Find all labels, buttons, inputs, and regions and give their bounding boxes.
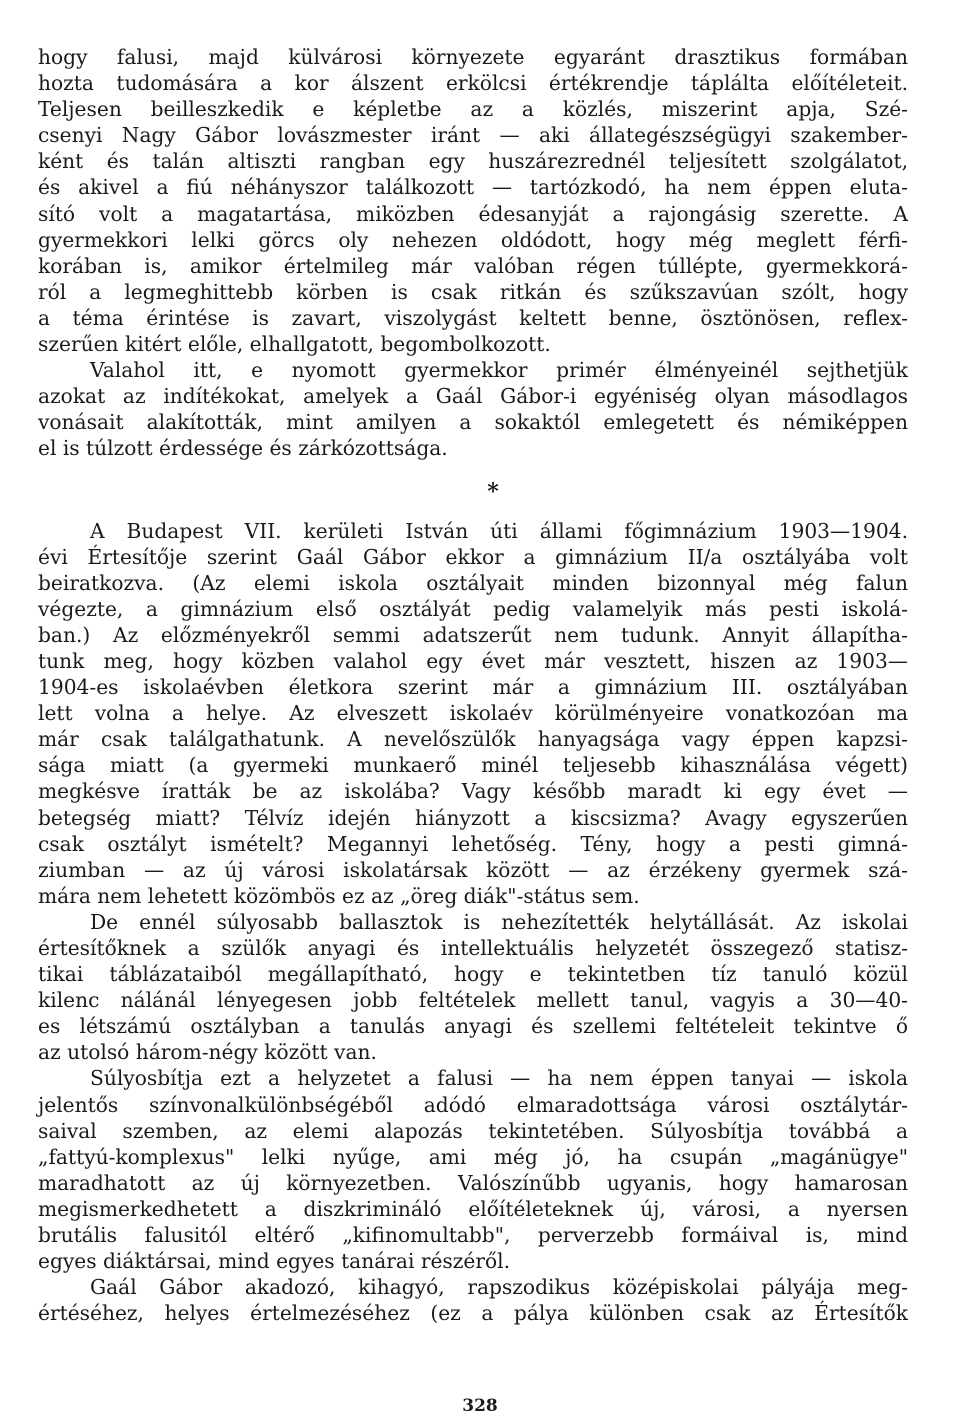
text-line: es létszámú osztályban a tanulás anyagi és szellemi feltételeit tekintve ő [38,1014,908,1039]
text-line: 1904-es iskolaévben életkora szerint már a gimnázium III. osztályában [38,675,908,700]
text-line: már csak találgathatunk. A nevelőszülők hanyagsága vagy éppen kapzsi- [38,727,908,752]
text-line: beiratkozva. (Az elemi iskola osztályait minden bizonnyal még falun [38,570,908,595]
text-line: Súlyosbítja ezt a helyzetet a falusi — ha nem éppen tanyai — iskola [90,1066,908,1091]
text-line: korában is, amikor értelmileg már valóban régen túllépte, gyermekkorá- [38,253,908,278]
text-line: maradhatott az új környezetben. Valószínűbb ugyanis, hogy hamarosan [38,1170,908,1195]
text-line: végezte, a gimnázium első osztályát pedig valamelyik más pesti iskolá- [38,596,908,621]
text-line: értesítőknek a szülők anyagi és intellektuális helyzetét összegező statisz- [38,936,908,960]
text-line: tikai táblázataiból megállapítható, hogy e tekintetben tíz tanuló közül [38,962,908,987]
text-line: tunk meg, hogy közben valahol egy évet már vesztett, hiszen az 1903— [38,648,908,673]
paragraph [38,518,908,909]
text-line: megismerkedhetett a diszkrimináló előítéleteknek új, városi, a nyersen [38,1196,908,1221]
paragraph [38,909,908,1066]
text-line: vonásait alakították, mint amilyen a sokaktól emlegetett és némiképpen [38,410,908,435]
text-line: csenyi Nagy Gábor lovászmester iránt — aki állategészségügyi szakember- [38,123,908,148]
text-line: mára nem lehetett közömbös ez az „öreg diák"-státus sem. [38,883,640,908]
text-line: és akivel a fiú néhányszor találkozott — tartózkodó, ha nem éppen eluta- [38,175,908,200]
text-line: ként és talán altiszti rangban egy huszárezrednél teljesített szolgálatot, [38,149,908,174]
text-line: az utolsó három-négy között van. [38,1040,377,1065]
text-line: „fattyú-komplexus" lelki nyűge, ami még jó, ha csupán „magánügye" [38,1144,908,1169]
text-line: értéséhez, helyes értelmezéséhez (ez a pálya különben csak az Értesítők [38,1301,908,1326]
text-line: kilenc nálánál lényegesen jobb feltételek mellett tanul, vagyis a 30—40- [38,988,908,1013]
text-line: saival szemben, az elemi alapozás tekintetében. Súlyosbítja továbbá a [38,1118,908,1143]
paragraph [38,357,908,461]
text-line: a téma érintése is zavart, viszolygást keltett benne, ösztönösen, reflex- [38,305,908,330]
text-line: ról a legmeghittebb körben is csak ritkán és szűkszavúan szólt, hogy [38,279,908,304]
text-line: A Budapest VII. kerületi István úti állami főgimnázium 1903—1904. [90,518,908,543]
text-line: jelentős színvonalkülönbségéből adódó elmaradottsága városi osztálytár- [38,1092,908,1117]
text-line: szerűen kitért előle, elhallgatott, begombolkozott. [38,332,551,357]
text-line: brutális falusitól eltérő „kifinomultabb", perverzebb formáival is, mind [38,1223,908,1248]
text-line: De ennél súlyosabb ballasztok is nehezítették helytállását. Az iskolai [90,909,908,934]
text-line: csak osztályt ismételt? Megannyi lehetőség. Tény, hogy a pesti gimná- [38,831,908,856]
text-line: Teljesen beilleszkedik e képletbe az a közlés, miszerint apja, Szé- [38,97,908,122]
text-line: Gaál Gábor akadozó, kihagyó, rapszodikus középiskolai pályája meg- [90,1275,908,1300]
text-line: azokat az indítékokat, amelyek a Gaál Gábor-i egyéniség olyan másodlagos [38,384,908,409]
paragraph [38,1274,908,1326]
text-line: Valahol itt, e nyomott gyermekkor primér élményeinél sejthetjük [90,358,908,383]
text-line: ban.) Az előzményekről semmi adatszerűt nem tudunk. Annyit állapítha- [38,622,908,647]
text-line: sága miatt (a gyermeki munkaerő minél teljesebb kihasználása végett) [38,753,908,778]
page-body [38,44,908,1326]
text-line: el is túlzott érdessége és zárkózottsága. [38,436,448,461]
text-line: lett volna a helye. Az elveszett iskolaév körülményeire vonatkozóan ma [38,701,908,726]
text-line: megkésve íratták be az iskolába? Vagy később maradt ki egy évet — [38,779,908,804]
text-line: évi Értesítője szerint Gaál Gábor ekkor a gimnázium II/a osztályába volt [38,544,908,569]
text-line: egyes diáktársai, mind egyes tanárai részéről. [38,1249,511,1274]
paragraph [38,44,908,357]
paragraph [38,1065,908,1274]
text-line: ziumban — az új városi iskolatársak között — az érzékeny gyermek szá- [38,857,908,882]
text-line: gyermekkori lelki görcs oly nehezen oldódott, hogy még meglett férfi- [38,227,908,252]
text-line: sító volt a magatartása, miközben édesanyját a rajongásig szerette. A [38,201,908,226]
text-line: hozta tudomására a kor álszent erkölcsi értékrendje táplálta előítéleteit. [38,71,908,96]
page-number: 328 [462,1396,498,1416]
section-separator: * [487,478,499,505]
text-line: betegség miatt? Télvíz idején hiányzott a kiscsizma? Avagy egyszerűen [38,805,908,830]
text-line: hogy falusi, majd külvárosi környezete egyaránt drasztikus formában [38,45,908,69]
